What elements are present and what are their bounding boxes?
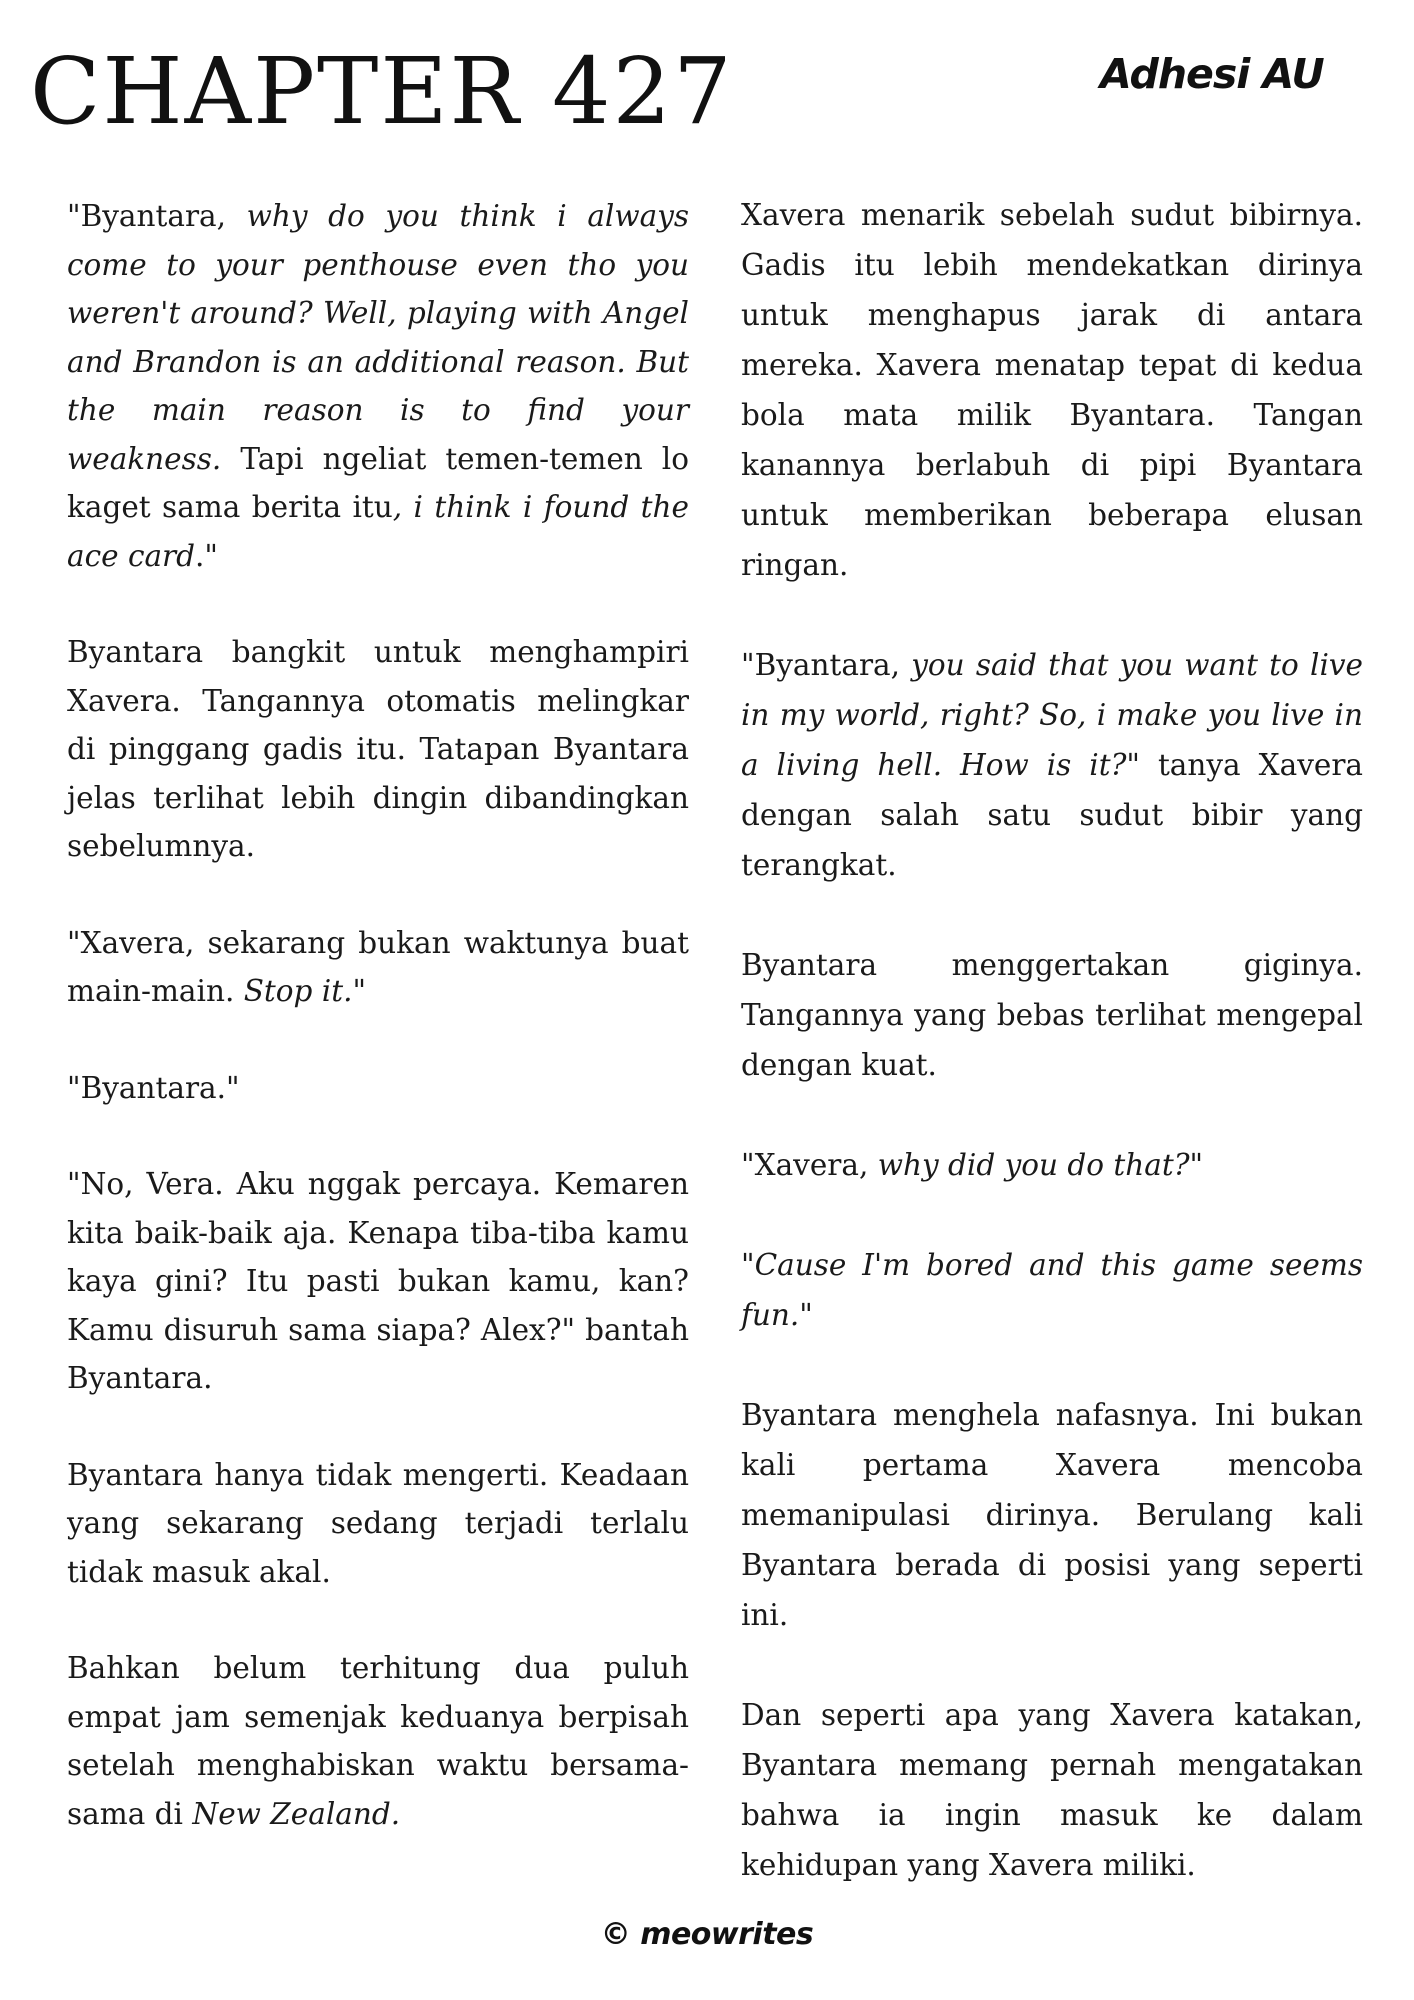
italic-text: New Zealand. — [192, 1796, 401, 1831]
text-run: " — [799, 1298, 813, 1332]
text-run: " — [741, 1248, 755, 1282]
paragraph: "No, Vera. Aku nggak percaya. Kemaren kita baik-baik aja. Kenapa tiba-tiba kamu kaya gini? Itu pasti bukan kamu, kan? Kamu disuruh sama siapa? Alex?" bantah Byantara. — [67, 1167, 689, 1395]
paragraph: Byantara menghela nafasnya. Ini bukan kali pertama Xavera mencoba memanipulasi dirinya. Berulang kali Byantara berada di posisi yang seperti ini. — [741, 1398, 1363, 1632]
chapter-title: CHAPTER 427 — [30, 38, 734, 145]
text-run: " — [352, 974, 367, 1008]
right-text-column — [741, 190, 1363, 1890]
italic-text: Stop it. — [243, 974, 353, 1008]
paragraph — [741, 1240, 1363, 1340]
paragraph — [741, 1140, 1363, 1190]
text-run: Bahkan belum terhitung dua puluh empat jam semenjak keduanya berpisah setelah menghabiskan waktu bersama-sama di — [67, 1651, 689, 1831]
paragraph: Byantara hanya tidak mengerti. Keadaan yang sekarang sedang terjadi terlalu tidak masuk akal. — [67, 1457, 689, 1589]
text-run: "Xavera, — [741, 1148, 878, 1182]
text-run: "Xavera, sekarang bukan waktunya buat main-main. — [67, 925, 689, 1008]
paragraph: Xavera menarik sebelah sudut bibirnya. Gadis itu lebih mendekatkan dirinya untuk menghapus jarak di antara mereka. Xavera menatap tepat di kedua bola mata milik Byantara. Tangan kanannya berlabuh di pipi Byantara untuk memberikan beberapa elusan ringan. — [741, 198, 1363, 582]
italic-text: , i think i found the ace card — [67, 490, 689, 573]
text-run: "Byantara, — [741, 648, 912, 682]
italic-text: you said that you want to live in my world, right? So, i make you live in a living hell. How is it? — [741, 648, 1364, 782]
text-run: Tapi ngeliat temen-temen lo kaget sama berita itu — [67, 441, 689, 524]
paragraph: Dan seperti apa yang Xavera katakan, Byantara memang pernah mengatakan bahwa ia ingin masuk ke dalam kehidupan yang Xavera miliki. — [741, 1698, 1363, 1882]
left-text-column — [67, 192, 689, 1838]
text-run: "Byantara, — [67, 199, 247, 233]
italic-text: why did you do that? — [877, 1148, 1190, 1182]
text-run: " — [1189, 1148, 1204, 1182]
paragraph — [67, 919, 689, 1016]
italic-text: why do you think i always come to your penthouse even tho you weren't around? Well, playing with Angel and Brandon is an additional reason. But the main reason is to find your weakness. — [67, 199, 690, 476]
text-run: " tanya Xavera dengan salah satu sudut bibir yang terangkat. — [741, 748, 1364, 882]
paragraph — [67, 192, 689, 580]
paragraph — [67, 1644, 689, 1838]
paragraph: "Byantara." — [67, 1070, 240, 1105]
text-run: ." — [195, 538, 218, 573]
series-brand: Adhesi AU — [1100, 50, 1324, 98]
paragraph: Byantara bangkit untuk menghampiri Xavera. Tangannya otomatis melingkar di pinggang gadis itu. Tatapan Byantara jelas terlihat lebih dingin dibandingkan sebelumnya. — [67, 635, 689, 863]
copyright-footer: © meowrites — [600, 1917, 814, 1952]
paragraph — [741, 640, 1363, 890]
paragraph: Byantara menggertakan giginya. Tangannya yang bebas terlihat mengepal dengan kuat. — [741, 948, 1363, 1082]
italic-text: Cause I'm bored and this game seems fun. — [741, 1248, 1363, 1332]
